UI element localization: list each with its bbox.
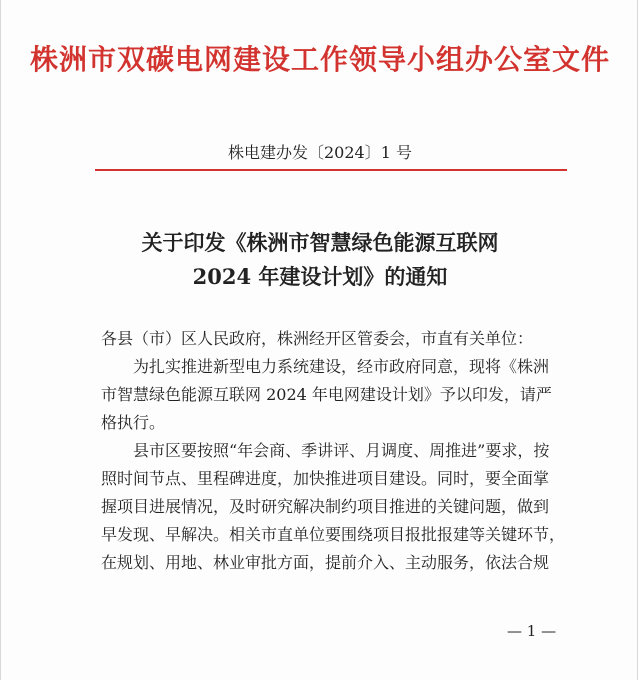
notice-title-line-2: 2024 年建设计划》的通知 (192, 264, 448, 289)
paragraph-line: 在规划、用地、林业审批方面，提前介入、主动服务，依法合规 (101, 553, 550, 572)
paragraph-line: 握项目进展情况，及时研究解决制约项目推进的关键问题，做到 (101, 497, 550, 516)
paragraph-line: 为扎实推进新型电力系统建设，经市政府同意，现将《株洲 (133, 357, 550, 376)
document-number: 株电建办发〔2024〕1 号 (228, 143, 412, 162)
paragraph-line: 照时间节点、里程碑进度，加快推进项目建设。同时，要全面掌 (101, 469, 550, 488)
red-divider-line (95, 169, 567, 171)
notice-title (1, 226, 638, 294)
document-body (101, 325, 581, 577)
paragraph-2 (101, 437, 581, 577)
paragraph-1 (101, 353, 581, 437)
page-number: — 1 — (507, 622, 557, 640)
document-header-title: 株洲市双碳电网建设工作领导小组办公室文件 (29, 43, 610, 76)
paragraph-line: 县市区要按照“年会商、季讲评、月调度、周推进”要求，按 (133, 441, 550, 460)
paragraph-line: 格执行。 (101, 413, 166, 432)
paragraph-line: 早发现、早解决。相关市直单位要围绕项目报批报建等关键环节， (101, 525, 566, 544)
notice-title-line-1: 关于印发《株洲市智慧绿色能源互联网 (141, 230, 499, 255)
paragraph-line: 市智慧绿色能源互联网 2024 年电网建设计划》予以印发，请严 (101, 385, 552, 404)
addressee-line: 各县（市）区人民政府，株洲经开区管委会，市直有关单位： (101, 329, 534, 348)
